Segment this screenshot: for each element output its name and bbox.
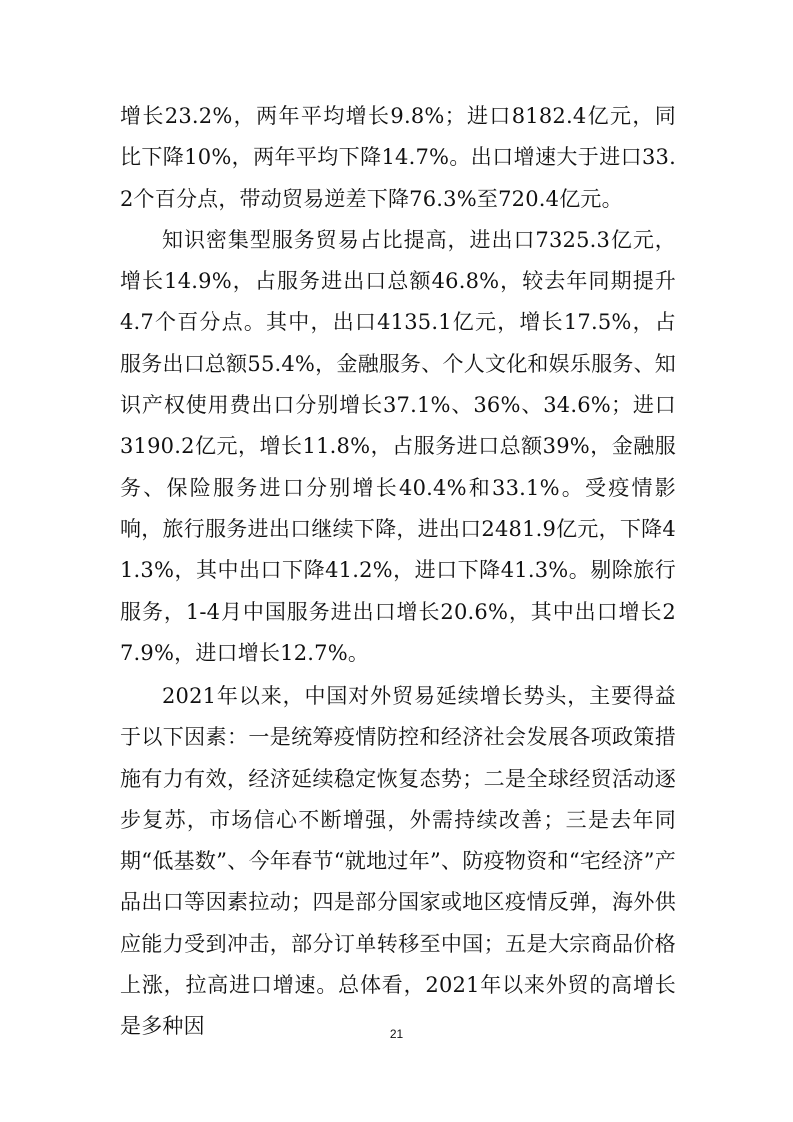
paragraph-growth-factors: 2021年以来，中国对外贸易延续增长势头，主要得益于以下因素：一是统筹疫情防控和经济社会发展各项政策措施有力有效，经济延续稳定恢复态势；二是全球经贸活动逐步复苏，市场信心不断增强，外需持续改善；三是去年同期“低基数”、今年春节“就地过年”、防疫物资和“宅经济”产品出口等因素拉动；四是部分国家或地区疫情反弹，海外供应能力受到冲击，部分订单转移至中国；五是大宗商品价格上涨，拉高进口增速。总体看，2021年以来外贸的高增长是多种因 [120,684,676,1039]
page-number: 21 [389,1027,404,1041]
body-text-upper [120,96,676,674]
paragraph-knowledge-services: 知识密集型服务贸易占比提高，进出口7325.3亿元，增长14.9%，占服务进出口总额46.8%，较去年同期提升4.7个百分点。其中，出口4135.1亿元，增长17.5%，占服务出口总额55.4%，金融服务、个人文化和娱乐服务、知识产权使用费出口分别增长37.1%、36%、34.6%；进口3190.2亿元，增长11.8%，占服务进口总额39%，金融服务、保险服务进口分别增长40.4%和33.1%。受疫情影响，旅行服务进出口继续下降，进出口2481.9亿元，下降41.3%，其中出口下降41.2%，进口下降41.3%。剔除旅行服务，1-4月中国服务进出口增长20.6%，其中出口增长27.9%，进口增长12.7%。 [120,227,676,665]
paragraph-trade-balance: 增长23.2%，两年平均增长9.8%；进口8182.4亿元，同比下降10%，两年平均下降14.7%。出口增速大于进口33.2个百分点，带动贸易逆差下降76.3%至720.4亿元。 [120,104,676,211]
body-text-lower [120,676,676,1048]
